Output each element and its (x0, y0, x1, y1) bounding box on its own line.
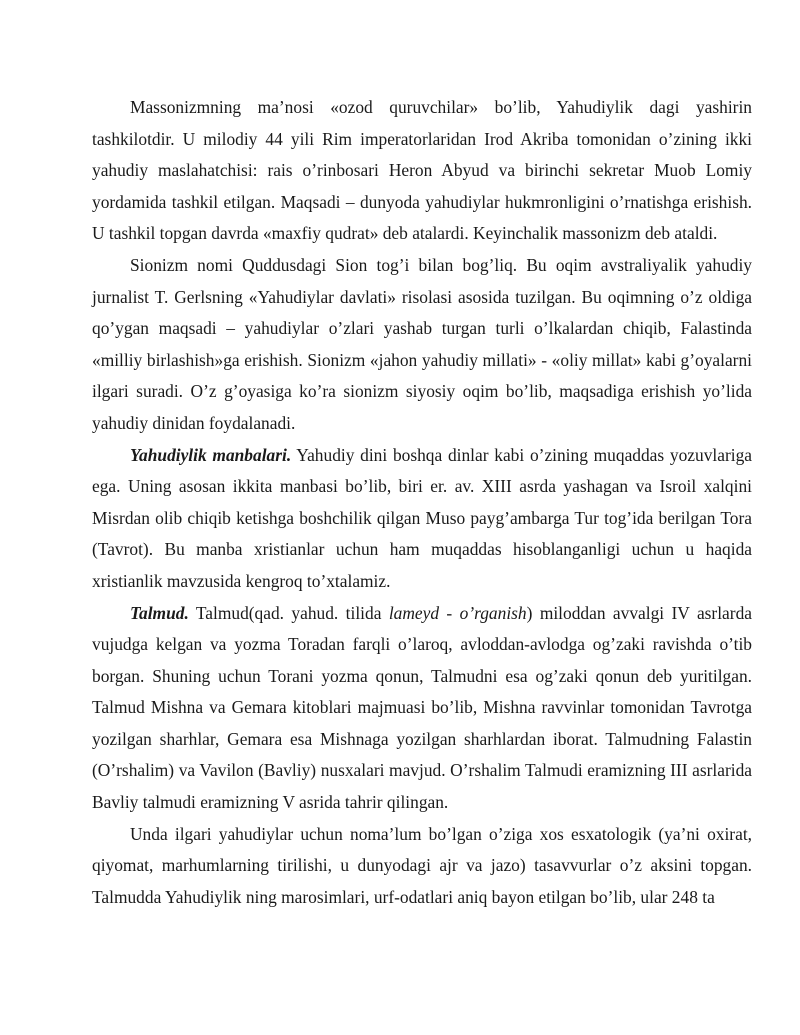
paragraph-esxatologik-text: Unda ilgari yahudiylar uchun noma’lum bo’lgan o’ziga xos esxatologik (ya’ni oxirat, qiyomat, marhumlarning tirilishi, u dunyodagi ajr va jazo) tasavvurlar o’z aksini topgan. Talmudda Yahudiylik ning marosimlari, urf-odatlari aniq bayon etilgan bo’lib, ular 248 ta (92, 823, 752, 907)
section-heading-manbalari: Yahudiylik manbalari. (130, 444, 292, 465)
paragraph-sionizm-text: Sionizm nomi Quddusdagi Sion tog’i bilan bog’liq. Bu oqim avstraliyalik yahudiy jurnalist T. Gerlsning «Yahudiylar davlati» risolasi asosida tuzilgan. Bu oqimning o’z oldiga qo’ygan maqsadi – yahudiylar o’zlari yashab turgan turli o’lkalardan chiqib, Falastinda «milliy birlashish»ga erishish. Sionizm «jahon yahudiy millati» - «oliy millat» kabi g’oyalarni ilgari suradi. O’z g’oyasiga ko’ra sionizm siyosiy oqim bo’lib, maqsadiga erishish yo’lida yahudiy dinidan foydalanadi. (92, 254, 752, 433)
paragraph-massonizm (92, 92, 752, 250)
paragraph-talmud (92, 598, 752, 819)
paragraph-sionizm (92, 250, 752, 440)
paragraph-talmud-text-after: ) miloddan avvalgi IV asrlarda vujudga kelgan va yozma Toradan farqli o’laroq, avloddan-avlodga og’zaki ravishda o’tib borgan. Shuning uchun Torani yozma qonun, Talmudni esa og’zaki qonun deb yuritilgan. Talmud Mishna va Gemara kitoblari majmuasi bo’lib, Mishna ravvinlar tomonidan Tavrotga yozilgan sharhlar, Gemara esa Mishnaga yozilgan sharhlardan iborat. Talmudning Falastin (O’rshalim) va Vavilon (Bavliy) nusxalari mavjud. O’rshalim Talmudi eramizning III asrlarida Bavliy talmudi eramizning V asrida tahrir qilingan. (92, 602, 752, 813)
paragraph-manbalari-text: Yahudiy dini boshqa dinlar kabi o’zining muqaddas yozuvlariga ega. Uning asosan ikkita manbasi bo’lib, biri er. av. XIII asrda yashagan va Isroil xalqini Misrdan olib chiqib ketishga boshchilik qilgan Muso payg’ambarga Tur tog’ida berilgan Tora (Tavrot). Bu manba xristianlar uchun ham muqaddas hisoblanganligi uchun u haqida xristianlik mavzusida kengroq to’xtalamiz. (92, 444, 752, 591)
paragraph-massonizm-text: Massonizmning ma’nosi «ozod quruvchilar» bo’lib, Yahudiylik dagi yashirin tashkilotdir. U milodiy 44 yili Rim imperatorlaridan Irod Akriba tomonidan o’zining ikki yahudiy maslahatchisi: rais o’rinbosari Heron Abyud va birinchi sekretar Muob Lomiy yordamida tashkil etilgan. Maqsadi – dunyoda yahudiylar hukmronligini o’rnatishga erishish. U tashkil topgan davrda «maxfiy qudrat» deb atalardi. Keyinchalik massonizm deb ataldi. (92, 97, 752, 244)
section-heading-talmud: Talmud. (130, 602, 189, 623)
document-page (92, 92, 752, 913)
paragraph-talmud-text-before: Talmud(qad. yahud. tilida (188, 602, 389, 623)
term-lameyd: lameyd - o’rganish (388, 602, 527, 623)
paragraph-yahudiylik-manbalari (92, 440, 752, 598)
paragraph-esxatologik (92, 819, 752, 914)
